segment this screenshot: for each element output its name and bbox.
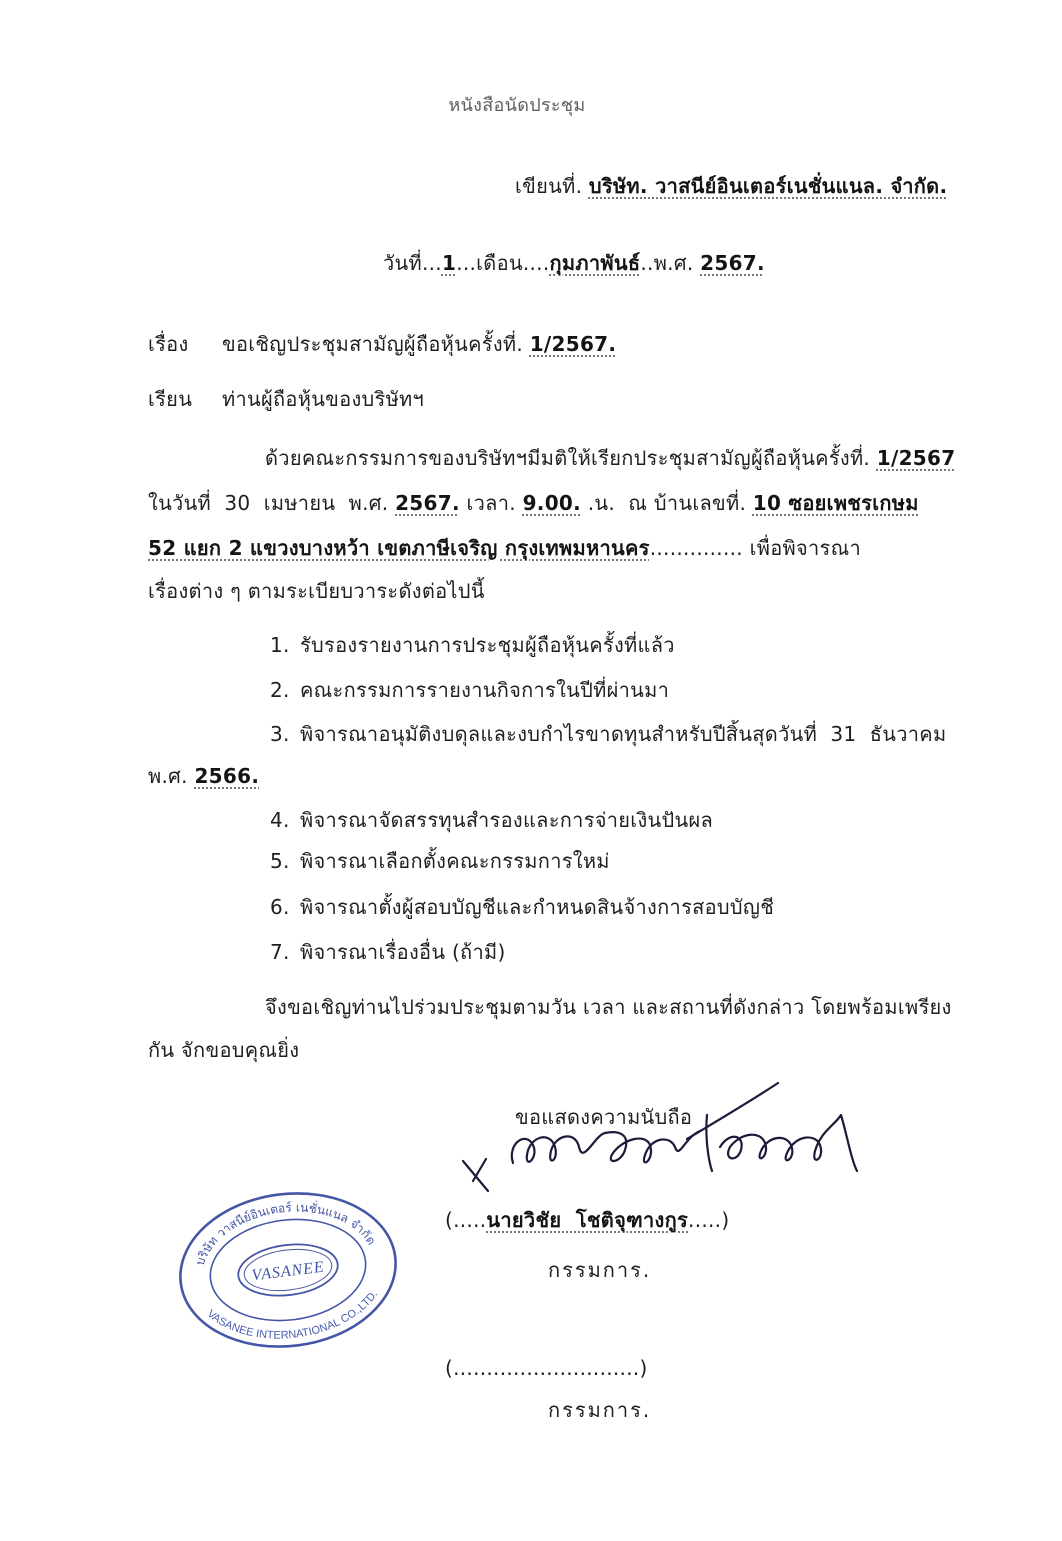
written-at-value: บริษัท. วาสนีย์อินเตอร์เนชั่นแนล. จำกัด. [588,174,948,198]
body-line-2-address-label: .น. ณ บ้านเลขที่. [581,491,753,515]
body-meeting-number: 1/2567 [876,446,956,470]
signer-1-close: .....) [688,1208,730,1232]
body-line-3 [148,534,988,562]
body-line-4: เรื่องต่าง ๆ ตามระเบียบวาระดังต่อไปนี้ [148,579,485,603]
date-year-label: ..พ.ศ. [640,251,701,275]
agenda-item [270,631,990,659]
date-day: 1 [441,251,457,275]
company-seal [168,1180,408,1360]
signature-stroke [720,1115,857,1171]
agenda-item-number: 6. [270,895,290,919]
agenda-item-number: 4. [270,808,290,832]
signer-2-title: กรรมการ. [548,1398,652,1422]
agenda-item-number: 3. [270,722,290,746]
agenda-item [270,847,990,875]
agenda-item-text: พิจารณาตั้งผู้สอบบัญชีและกำหนดสินจ้างการสอบบัญชี [300,895,775,919]
meeting-address-part-1: 10 ซอยเพชรเกษม [752,491,919,515]
closing-line-1: จึงขอเชิญท่านไปร่วมประชุมตามวัน เวลา และสถานที่ดังกล่าว โดยพร้อมเพรียง [265,995,952,1019]
fiscal-year: 2566. [194,764,260,788]
agenda-item-text: พิจารณาเลือกตั้งคณะกรรมการใหม่ [300,849,610,873]
subject-text: ขอเชิญประชุมสามัญผู้ถือหุ้นครั้งที่. [222,332,530,356]
agenda-item-number: 2. [270,678,290,702]
body-line-1 [265,444,985,472]
seal-logo-text: VASANEE [250,1258,326,1285]
body-line-2-date: ในวันที่ 30 เมษายน พ.ศ. [148,491,396,515]
meeting-year: 2567. [395,491,460,515]
written-at-label: เขียนที่. [515,174,589,198]
recipient-text: ท่านผู้ถือหุ้นของบริษัทฯ [222,387,425,411]
recipient-label: เรียน [148,387,193,411]
agenda-item-text: คณะกรรมการรายงานกิจการในปีที่ผ่านมา [300,678,670,702]
agenda-item-number: 1. [270,633,290,657]
agenda-item-text: พิจารณาอนุมัติงบดุลและงบกำไรขาดทุนสำหรับปีสิ้นสุดวันที่ 31 ธันวาคม [300,722,947,746]
signature-stroke [512,1133,605,1163]
signature-stroke [605,1131,700,1162]
agenda-item [270,720,990,748]
handwritten-signature [455,1075,875,1195]
continuation-label: พ.ศ. [148,764,195,788]
body-line-1-text: ด้วยคณะกรรมการของบริษัทฯมีมติให้เรียกประชุมสามัญผู้ถือหุ้นครั้งที่. [265,446,877,470]
agenda-item-text: พิจารณาจัดสรรทุนสำรองและการจ่ายเงินปันผล [300,808,714,832]
agenda-item-text: รับรองรายงานการประชุมผู้ถือหุ้นครั้งที่แล้ว [300,633,675,657]
meeting-address-part-2: 52 แยก 2 แขวงบางหว้า เขตภาษีเจริญ กรุงเทพมหานคร [148,536,650,560]
regards: ขอแสดงความนับถือ [515,1105,693,1129]
agenda-item [270,676,990,704]
subject-label: เรื่อง [148,332,189,356]
agenda-item [270,938,990,966]
signature-x-mark [463,1159,488,1191]
meeting-time: 9.00. [522,491,582,515]
date-day-label: วันที่... [383,251,442,275]
signer-1-open: (..... [445,1208,487,1232]
body-line-2-time-label: เวลา. [459,491,523,515]
agenda-item-number: 5. [270,849,290,873]
written-at-line [515,172,1015,200]
signer-1-name: นายวิชัย โชติจุฑางกูร [486,1208,689,1232]
agenda-item [270,893,990,921]
signer-2-blank-line: (............................) [445,1356,648,1380]
subject-line [222,330,982,358]
date-year: 2567. [700,251,765,275]
closing-line-2: กัน จักขอบคุณยิ่ง [148,1038,300,1062]
document-title: หนังสือนัดประชุม [448,95,586,116]
body-line-3-text: เพื่อพิจารณา [742,536,861,560]
date-month: กุมภาพันธ์ [549,251,641,275]
body-line-2 [148,489,988,517]
agenda-item-3-continuation [148,762,448,790]
date-month-label: ...เดือน.... [456,251,550,275]
signer-1-title: กรรมการ. [548,1258,652,1282]
agenda-item-number: 7. [270,940,290,964]
agenda-item-text: พิจารณาเรื่องอื่น (ถ้ามี) [300,940,506,964]
subject-meeting-number: 1/2567. [529,332,617,356]
date-line [383,249,943,277]
body-line-3-dots: .............. [649,536,743,560]
agenda-item [270,806,990,834]
seal-thai-name: บริษัท วาสนีย์อินเตอร์ เนชั่นแนล จำกัด [192,1200,379,1268]
signer-1-name-line [445,1206,845,1234]
seal-english-name: VASANEE INTERNATIONAL CO.,LTD. [204,1288,381,1342]
